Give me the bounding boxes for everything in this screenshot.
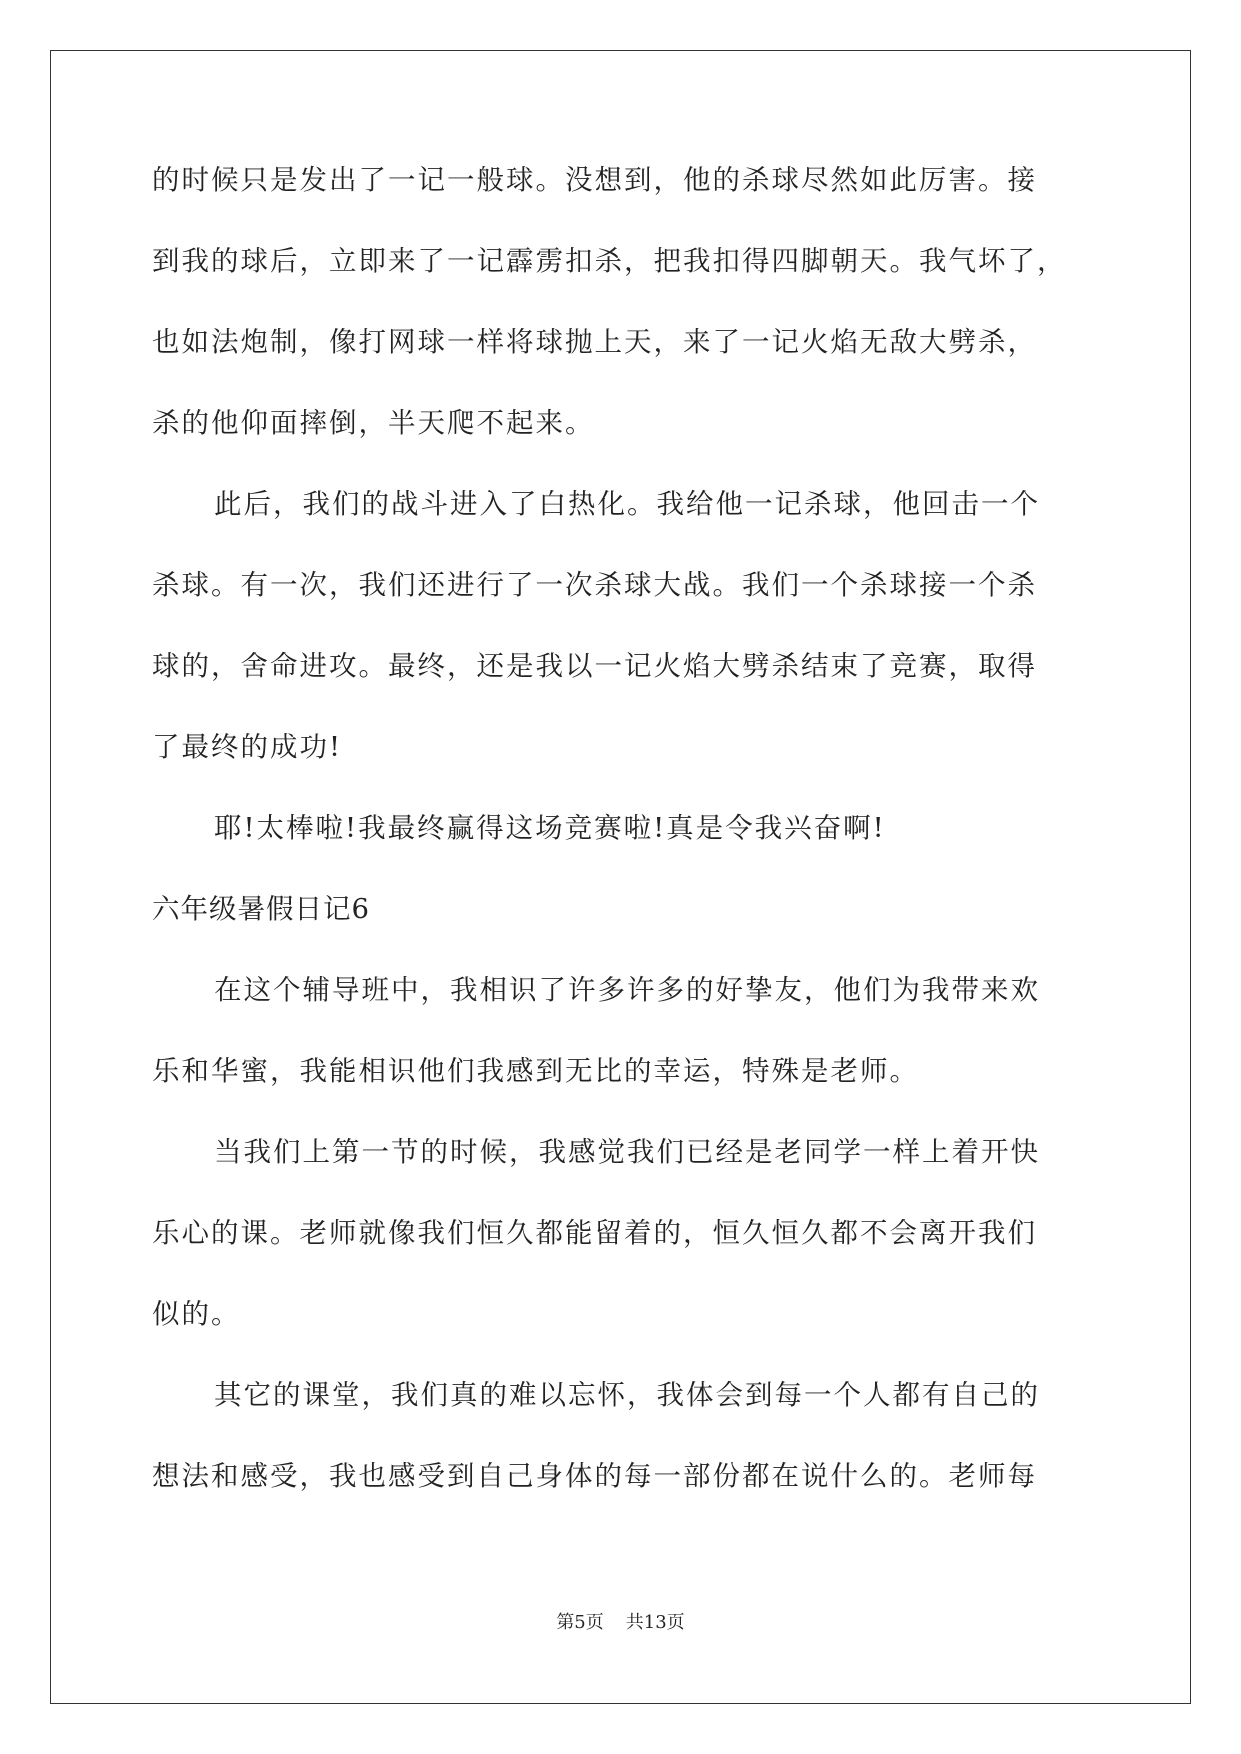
text-line: 耶!太棒啦!我最终赢得这场竞赛啦!真是令我兴奋啊! [214,812,886,844]
text-line: 在这个辅导班中，我相识了许多许多的好挚友，他们为我带来欢 [214,974,1040,1006]
text-line: 乐和华蜜，我能相识他们我感到无比的幸运，特殊是老师。 [152,1055,919,1087]
paragraph [152,1132,1112,1375]
page-number: 第5页 [556,1612,604,1633]
text-line: 了最终的成功! [152,731,343,763]
text-line: 到我的球后，立即来了一记霹雳扣杀，把我扣得四脚朝天。我气坏了， [152,245,1067,277]
text-line: 此后，我们的战斗进入了白热化。我给他一记杀球，他回击一个 [214,488,1040,520]
text-line: 似的。 [152,1298,241,1330]
paragraph [152,808,1112,889]
text-line: 当我们上第一节的时候，我感觉我们已经是老同学一样上着开快 [214,1136,1040,1168]
heading-text: 六年级暑假日记6 [152,893,370,925]
paragraph [152,160,1112,484]
page-total: 共13页 [625,1612,685,1633]
page-footer [0,1608,1241,1634]
paragraph [152,484,1112,808]
paragraph [152,1375,1112,1537]
paragraph [152,970,1112,1132]
text-line: 杀的他仰面摔倒，半天爬不起来。 [152,407,595,439]
text-line: 的时候只是发出了一记一般球。没想到，他的杀球尽然如此厉害。接 [152,164,1037,196]
text-line: 想法和感受，我也感受到自己身体的每一部份都在说什么的。老师每 [152,1460,1037,1492]
document-body [152,160,1112,1537]
text-line: 杀球。有一次，我们还进行了一次杀球大战。我们一个杀球接一个杀 [152,569,1037,601]
text-line: 球的，舍命进攻。最终，还是我以一记火焰大劈杀结束了竞赛，取得 [152,650,1037,682]
text-line: 乐心的课。老师就像我们恒久都能留着的，恒久恒久都不会离开我们 [152,1217,1037,1249]
text-line: 其它的课堂，我们真的难以忘怀，我体会到每一个人都有自己的 [214,1379,1040,1411]
section-heading [152,889,1112,970]
text-line: 也如法炮制，像打网球一样将球抛上天，来了一记火焰无敌大劈杀， [152,326,1037,358]
